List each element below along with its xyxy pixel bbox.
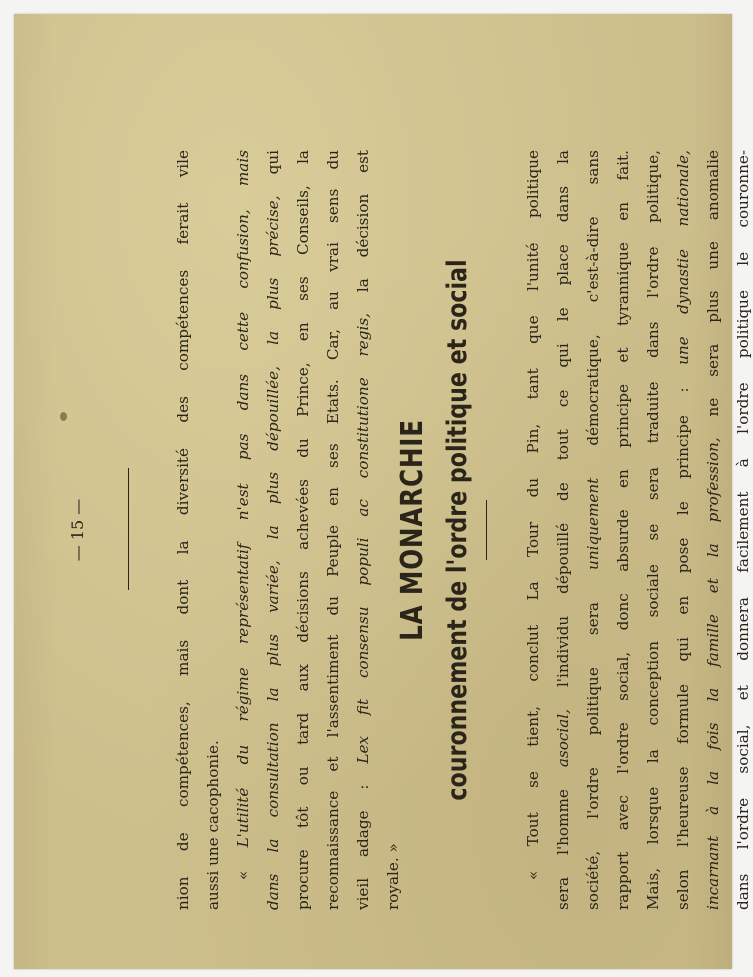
italic-run: Lex fit consensu populi ac constitutione regis,	[354, 313, 372, 764]
text-run: selon l'heureuse formule qui en pose le principe :	[674, 364, 692, 910]
section-subtitle: couronnement de l'ordre politique et social	[442, 259, 473, 801]
text-run: vieil adage :	[354, 763, 372, 910]
text-line	[728, 150, 753, 910]
text-line	[638, 150, 668, 910]
italic-run: incarnant à la fois la famille et la profession,	[704, 437, 722, 910]
text-line	[348, 150, 378, 910]
text-line	[668, 150, 698, 910]
text-run: nion de compétences, mais dont la diversité des compétences ferait vile	[174, 150, 192, 910]
text-line	[578, 150, 608, 910]
text-line	[608, 150, 638, 910]
text-run: sera l'homme	[554, 767, 572, 910]
text-line	[288, 150, 318, 910]
italic-run: uniquement	[584, 477, 602, 570]
italic-run: dans la consultation la plus variée, la plus dépouillée, la plus précise,	[264, 195, 282, 910]
section-title: LA MONARCHIE	[395, 419, 430, 641]
text-line	[698, 150, 728, 910]
text-line	[168, 150, 198, 910]
text-run: l'individu dépouillé de tout ce qui le place dans la	[554, 150, 572, 710]
divider-rule	[486, 500, 487, 560]
text-line	[548, 150, 578, 910]
italic-run: asocial,	[554, 709, 572, 768]
italic-run: L'utilité du régime représentatif n'est pas dans cette confusion, mais	[234, 150, 252, 848]
text-run: «	[234, 847, 252, 880]
divider-rule	[128, 468, 129, 590]
text-run: dans l'ordre social, et donnera facilement à l'ordre politique le couronne-	[734, 150, 752, 910]
text-run: « Tout se tient, conclut La Tour du Pin, tant que l'unité politique	[524, 150, 542, 880]
text-run: royale. »	[384, 843, 402, 910]
text-run: Mais, lorsque la conception sociale se sera traduite dans l'ordre politique,	[644, 150, 662, 910]
text-run: la décision est	[354, 150, 372, 314]
rotated-page-content	[68, 150, 752, 910]
text-line	[258, 150, 288, 910]
text-run: reconnaissance et l'assentiment du Peuple en ses Etats. Car, au vrai sens du	[324, 150, 342, 910]
text-line	[228, 150, 258, 910]
page-number: — 15 —	[68, 498, 87, 562]
text-run: société, l'ordre politique sera	[584, 569, 602, 910]
text-run: ne sera plus une anomalie	[704, 150, 722, 438]
text-run: aussi une cacophonie.	[204, 740, 222, 910]
text-line	[318, 150, 348, 910]
text-line	[198, 150, 228, 910]
text-line	[518, 150, 548, 910]
text-run: démocratique, c'est-à-dire sans	[584, 150, 602, 478]
text-run: procure tôt ou tard aux décisions achevées du Prince, en ses Conseils, la	[294, 150, 312, 910]
text-run: rapport avec l'ordre social, donc absurde en principe et tyrannique en fait.	[614, 150, 632, 910]
text-run: qui	[264, 150, 282, 196]
italic-run: une dynastie nationale,	[674, 150, 692, 365]
